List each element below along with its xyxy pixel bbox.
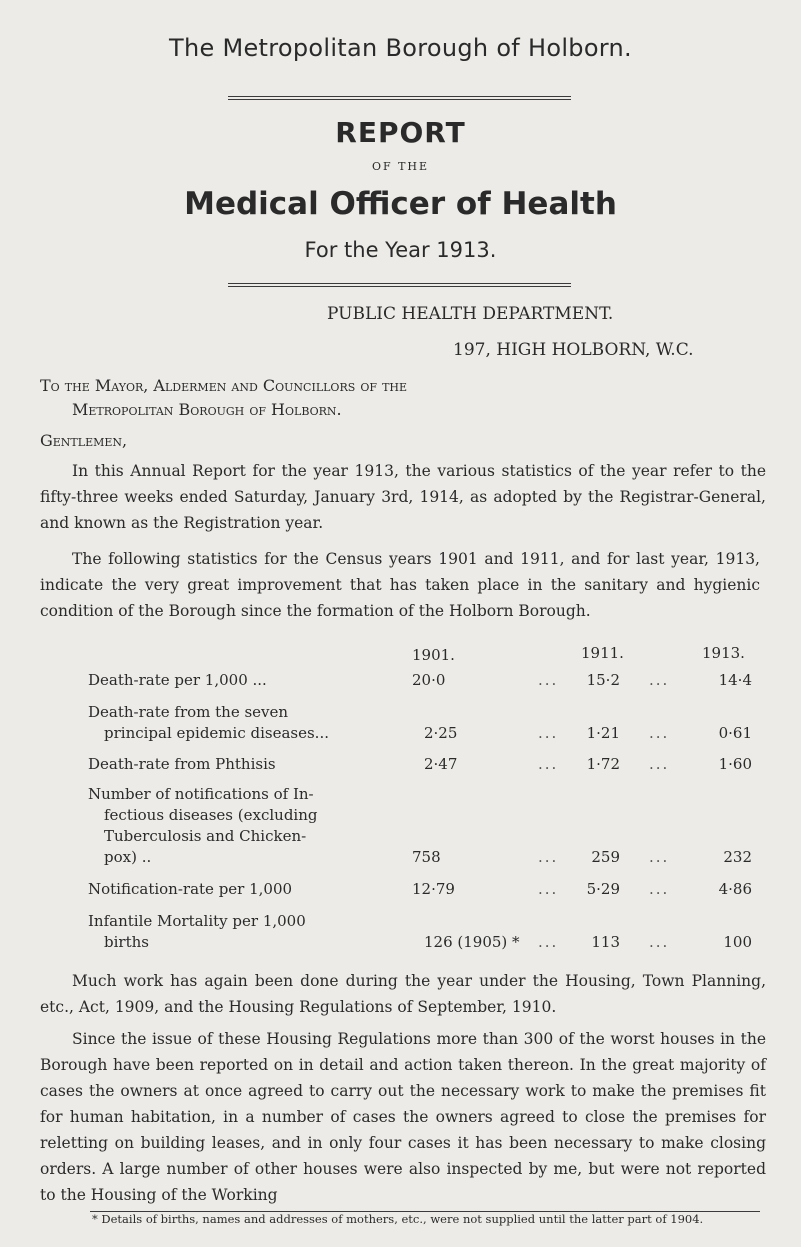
table-row-label: Death-rate per 1,000 ... [88,671,267,689]
paragraph-statistics-intro: The following statistics for the Census years 1901 and 1911, and for last year, 1913, indicate the very great improvement that has taken place in the sanitary and hygienic condition of the Borough since the formation of the Holborn Borough. [40,550,760,620]
table-cell-1901: 758 [412,848,441,866]
department-name: PUBLIC HEALTH DEPARTMENT. [327,304,614,324]
table-cell-1913: 14·4 [718,671,752,689]
header-rule-top [228,96,571,97]
column-header-1913: 1913. [702,644,745,662]
paragraph-housing-regulations: Since the issue of these Housing Regulations more than 300 of the worst houses in the Borough have been reported on in detail and action taken thereon. In the great majority of cases the owners at once agreed to carry out the necessary work to make the premises fit for human habitation, in a number of cases the owners agreed to close the premises for reletting on building leases, and in only four cases it has been necessary to make closing orders. A large number of other houses were also inspected by me, but were not reported to the Housing of the Working [40,1030,766,1204]
of-the-text: OF THE [371,160,430,173]
leader-dots: ... [538,880,559,898]
table-row-label: Infantile Mortality per 1,000 births [88,912,306,951]
table-row-label: Number of notifications of In- fectious diseases (excluding Tuberculosis and Chicken- pox) .. [88,785,318,866]
report-heading: REPORT [335,116,466,149]
table-cell-1901: 12·79 [412,880,455,898]
table-cell-1913: 232 [723,848,752,866]
paragraph-housing-act: Much work has again been done during the year under the Housing, Town Planning, etc., Act, 1909, and the Housing Regulations of September, 1910. [40,972,766,1016]
column-header-1911: 1911. [581,644,624,662]
leader-dots: ... [538,724,559,742]
table-cell-1913: 4·86 [718,880,752,898]
table-cell-1913: 100 [723,933,752,951]
table-cell-1901: 2·25 [424,724,458,742]
leader-dots: ... [649,880,670,898]
table-cell-1911: 1·72 [586,755,620,773]
table-cell-1901: 20·0 [412,671,446,689]
table-row-label: Death-rate from Phthisis [88,755,276,773]
table-cell-1901: 2·47 [424,755,458,773]
table-cell-1911: 259 [591,848,620,866]
salutation: Gentlemen, [40,431,128,450]
leader-dots: ... [538,848,559,866]
medical-officer-heading: Medical Officer of Health [184,186,617,222]
addressee-line-2: Metropolitan Borough of Holborn. [72,400,342,419]
leader-dots: ... [649,671,670,689]
department-address: 197, HIGH HOLBORN, W.C. [453,340,694,360]
paragraph-registration-year: In this Annual Report for the year 1913, the various statistics of the year refer to the fifty-three weeks ended Saturday, January 3rd, 1914, as adopted by the Registrar-General, and known as the Registration year. [40,462,766,532]
addressee-line-1: To the Mayor, Aldermen and Councillors of the [40,376,408,395]
table-cell-1913: 0·61 [718,724,752,742]
table-cell-1911: 15·2 [586,671,620,689]
leader-dots: ... [649,724,670,742]
header-rule-bottom [228,283,571,284]
table-cell-1911: 5·29 [586,880,620,898]
leader-dots: ... [538,755,559,773]
leader-dots: ... [649,933,670,951]
table-cell-1911: 1·21 [586,724,620,742]
leader-dots: ... [538,671,559,689]
footnote: * Details of births, names and addresses of mothers, etc., were not supplied until the latter part of 1904. [92,1212,704,1226]
table-row-label: Death-rate from the seven principal epidemic diseases... [88,703,329,742]
table-cell-1901: 126 (1905) * [424,933,520,951]
table-row-label: Notification-rate per 1,000 [88,880,293,898]
table-cell-1913: 1·60 [718,755,752,773]
borough-title: The Metropolitan Borough of Holborn. [168,34,632,62]
report-year: For the Year 1913. [304,238,497,262]
leader-dots: ... [538,933,559,951]
table-cell-1911: 113 [591,933,620,951]
column-header-1901: 1901. [412,646,455,664]
leader-dots: ... [649,848,670,866]
leader-dots: ... [649,755,670,773]
